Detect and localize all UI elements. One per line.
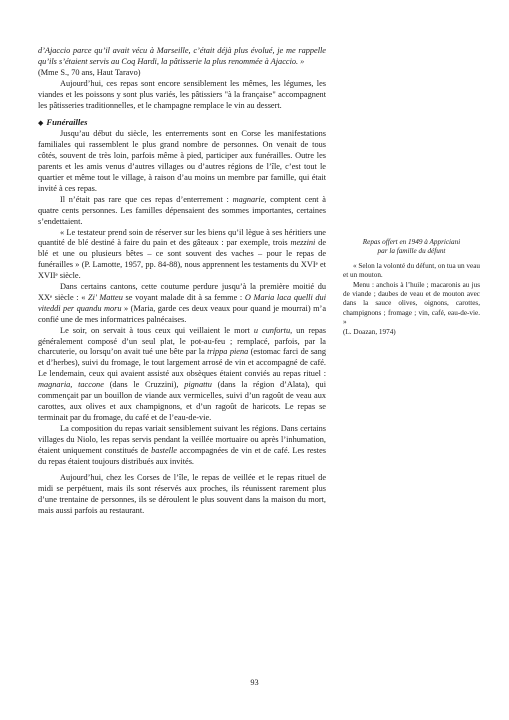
paragraph-text: se voyant malade dit à sa femme :	[122, 292, 245, 302]
paragraph-text: de blé et une ou plusieurs bêtes – ce sont souvent des vaches – pour le repas de funérailles » (P. Lamotte, 1957, pp. 84-88), nous apprennent les testaments du XVIᵉ et XVIIᵉ siècle.	[38, 238, 326, 281]
paragraph	[38, 424, 326, 468]
funerailles-paragraphs	[38, 129, 326, 467]
paragraph	[38, 129, 326, 194]
italic-term: mezzini	[290, 238, 316, 248]
paragraph-text: Jusqu’au début du siècle, les enterrements sont en Corse les manifestations familiales qui rassemblent le plus grand nombre de personnes. On venait de tous côtés, souvent de très loin, parfois même à pied, participer aux funérailles. Outre les parents et les amis venus d’autres villages ou d’autres régions de l’île, c’est tout le quartier et même tout le village, à raison d’au moins un membre par famille, qui était invité à ces repas.	[38, 129, 326, 193]
paragraph-text: « Le testateur prend soin de réserver sur les biens qu’il lègue à ses héritiers une quantité de blé destiné à faire du pain et des gâteaux : par exemple, trois	[38, 227, 326, 248]
paragraph	[38, 326, 326, 424]
main-text-column	[38, 46, 326, 517]
italic-term: magnarie	[232, 194, 265, 204]
paragraph	[38, 282, 326, 326]
paragraph-text: Dans certains cantons, cette coutume perdure jusqu’à la première moitié du XXᵉ siècle : «	[38, 282, 326, 302]
quote-continuation-text: d’Ajaccio parce qu’il avait vécu à Marseille, c’était déjà plus évolué, je me rappelle qu’ils s’étaient servis au Coq Hardi, la pâtisserie la plus renommée à Ajaccio. »	[38, 46, 326, 66]
paragraph-text: , comptent cent à quatre cents personnes. Les familles dépensaient des sommes importantes, certaines s’endettaient.	[38, 194, 326, 226]
sidebar-menu: Menu : anchois à l’huile ; macaronis au jus de viande ; daubes de veau et de mouton avec dans la sauce olives, oignons, carottes, champignons ; fromage ; vin, café, eau-de-vie. »	[343, 280, 480, 327]
paragraph-text: (estomac farci de sang et d’herbes), suivi du fromage, le tout largement arrosé de vin et accompagné de café. Le lendemain, ceux qui avaient assisté aux obsèques étaient conviés au repas rituel :	[38, 347, 326, 379]
italic-term: pignattu	[184, 380, 212, 390]
paragraph	[38, 195, 326, 228]
sidebar-caption-line2: par la famille du défunt	[377, 247, 446, 256]
paragraph-today: Aujourd’hui, ces repas sont encore sensiblement les mêmes, les légumes, les viandes et les poissons y sont plus variés, les pâtissiers "à la française" accompagnent les pâtisseries traditionnelles, et le champagne remplace le vin au dessert.	[38, 78, 326, 110]
paragraph-text: (dans le Cruzzini),	[103, 380, 185, 390]
section-heading	[38, 117, 326, 129]
quote-attribution: (Mme S., 70 ans, Haut Taravo)	[38, 67, 141, 77]
paragraph-text: , un repas généralement composé d’un seul plat, le pot-au-feu ; remplacé, parfois, par la charcuterie, ou lorsqu’on avait tué une bête par la	[38, 325, 326, 357]
paragraph-text: La composition du repas variait sensiblement suivant les régions. Dans certains villages du Niolo, les repas servis pendant la veillée mortuaire ou après l’inhumation, étaient uniquement constitués de	[38, 423, 326, 455]
paragraph-text: (dans la région d’Alata), qui commençait par un bouillon de viande aux vermicelles, suivi d’un ragoût de veau aux carottes, aux olives et aux champignons, et d’un ragoût de haricots. Le repas se terminait par du fromage, du café et de l’eau-de-vie.	[38, 380, 326, 422]
paragraph	[38, 228, 326, 283]
italic-term: O Maria laca quelli dui viteddi per quandu moru	[38, 292, 327, 313]
italic-term: magnaria, taccone	[38, 380, 104, 390]
section-heading-text: Funérailles	[46, 117, 88, 128]
sidebar-box	[343, 238, 480, 337]
paragraph-text: accompagnées de vin et de café. Les restes du repas étaient toujours distribués aux invités.	[38, 445, 326, 466]
sidebar-caption-line1: Repas offert en 1949 à Appriciani	[362, 238, 461, 246]
italic-term: bastelle	[151, 445, 177, 455]
sidebar-quote: « Selon la volonté du défunt, on tua un veau et un mouton.	[343, 261, 480, 280]
italic-term: trippa piena	[207, 347, 249, 357]
italic-term: Zi' Matteu	[88, 292, 123, 302]
paragraph-text: » (Maria, garde ces deux veaux pour quand je mourrai) m’a confié une de mes informatrices palnécaises.	[38, 303, 327, 324]
sidebar-source: (L. Doazan, 1974)	[343, 327, 396, 336]
paragraph-text: Il n’était pas rare que ces repas d’enterrement :	[60, 194, 233, 204]
paragraph-last: Aujourd’hui, chez les Corses de l’île, le repas de veillée et le repas rituel de midi se perpétuent, mais ils sont réservés aux proches, ils réunissent rarement plus d’une trentaine de personnes, ils se déroulent le plus souvent dans la maison du mort, mais aussi parfois au restaurant.	[38, 473, 326, 516]
sidebar-caption	[343, 238, 480, 257]
paragraph-text: Le soir, on servait à tous ceux qui veillaient le mort	[60, 325, 254, 335]
page-number: 93	[250, 678, 259, 687]
quote-continuation	[38, 46, 326, 68]
italic-term: u cunfortu	[253, 325, 291, 335]
diamond-bullet-icon: ◆	[38, 119, 44, 128]
